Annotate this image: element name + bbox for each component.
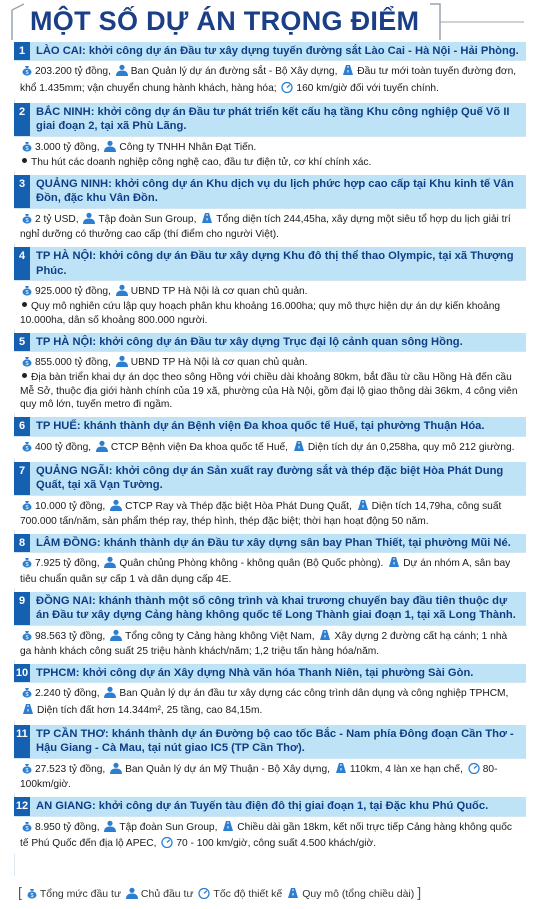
money-bag-icon <box>21 355 33 371</box>
project-item <box>14 247 526 328</box>
legend-bracket-right: ] <box>417 884 422 900</box>
investment-total: 2.240 tỷ đồng, <box>35 688 100 700</box>
project-scale: Xây dựng 2 đường cất hạ cánh; 1 nhà ga hành khách công suất 25 triệu hành khách/năm; 1,2 triệu tấn hàng hóa/năm. <box>20 630 508 657</box>
investment-total: 98.563 tỷ đồng, <box>35 630 106 642</box>
project-title: TP HÀ NỘI: khởi công dự án Đầu tư xây dựng Khu đô thị thể thao Olympic, tại xã Thượng Phúc. <box>36 250 514 277</box>
project-item <box>14 462 526 530</box>
svg-text:$: $ <box>25 767 29 774</box>
project-facts <box>20 284 520 300</box>
investor: Tập đoàn Sun Group, <box>98 213 197 225</box>
project-heading <box>14 103 526 137</box>
project-title: ĐỒNG NAI: khánh thành một số công trình và khai trương chuyến bay đầu tiên thuộc dự án Đầu tư xây dựng Cảng hàng không quốc tế Long Thành giai đoạn 1, tại xã Long Thành. <box>36 594 516 622</box>
project-facts <box>20 762 520 792</box>
project-title: TP HUẾ: khánh thành dự án Bệnh viện Đa khoa quốc tế Huế, tại phường Thuận Hóa. <box>36 420 485 433</box>
investor: Công ty TNHH Nhân Đạt Tiến. <box>119 141 257 153</box>
money-bag-icon <box>21 212 33 228</box>
investor-icon <box>109 629 123 645</box>
note-text: Thu hút các doanh nghiệp công nghệ cao, đầu tư điện tử, cơ khí chính xác. <box>31 156 372 168</box>
project-note <box>20 156 520 169</box>
project-scale: Chiều dài gần 18km, kết nối trực tiếp Cảng hàng không quốc tế Phú Quốc đến địa lộ APEC, <box>20 821 512 849</box>
project-note <box>20 371 520 411</box>
project-note <box>20 300 520 327</box>
project-heading <box>14 247 526 281</box>
scale-road-icon <box>200 212 214 228</box>
bullet-icon <box>22 373 27 378</box>
project-scale: Diện tích 14,79ha, công suất 700.000 tấn/năm, sản phẩm thép ray, thép hình, thép đặc biệt; thời hạn hoạt động 50 năm. <box>20 500 502 527</box>
project-number: 1 <box>14 42 30 60</box>
project-facts <box>20 140 520 156</box>
investor: Tập đoàn Sun Group, <box>119 821 218 833</box>
project-heading <box>14 333 526 352</box>
bullet-icon <box>22 158 27 163</box>
project-list <box>14 42 526 858</box>
scale-road-icon <box>21 703 35 719</box>
investor: CTCP Ray và Thép đặc biệt Hòa Phát Dung Quất, <box>125 500 352 512</box>
investor-icon <box>115 284 129 300</box>
investment-total: 3.000 tỷ đồng, <box>35 141 100 153</box>
project-scale: Đầu tư mới toàn tuyến đường đơn, khổ 1.435mm; vận chuyển chung hành khách, hàng hóa; <box>20 66 517 94</box>
project-number: 11 <box>14 725 30 758</box>
project-number: 12 <box>14 797 30 815</box>
scale-road-icon <box>341 64 355 80</box>
investor: Ban Quản lý dự án đường sắt - Bộ Xây dựng, <box>130 66 338 78</box>
project-details <box>14 553 526 588</box>
project-details <box>14 352 526 413</box>
investor: Quân chủng Phòng không - không quân (Bộ Quốc phòng). <box>119 558 384 570</box>
project-facts <box>20 355 520 371</box>
svg-text:$: $ <box>25 825 29 832</box>
svg-text:$: $ <box>25 562 29 569</box>
scale-road-icon <box>292 440 306 456</box>
project-details <box>14 437 526 458</box>
project-scale: Diện tích dự án 0,258ha, quy mô 212 giường. <box>307 441 515 453</box>
project-facts <box>20 440 520 456</box>
speedometer-icon <box>467 762 481 778</box>
money-bag-icon <box>21 629 33 645</box>
project-facts <box>20 629 520 659</box>
project-facts <box>20 64 520 97</box>
project-heading <box>14 592 526 626</box>
investor-icon <box>103 140 117 156</box>
design-speed: 70 - 100 km/giờ, công suất 4.500 khách/giờ. <box>176 837 377 849</box>
project-scale: Diện tích đất hơn 14.344m², 25 tầng, cao 84,15m. <box>37 704 263 716</box>
project-heading <box>14 797 526 816</box>
svg-text:$: $ <box>25 290 29 296</box>
project-facts <box>20 686 520 719</box>
svg-text:$: $ <box>25 361 29 368</box>
investment-total: 925.000 tỷ đồng, <box>35 286 111 297</box>
note-text: Quy mô nghiên cứu lập quy hoạch phân khu khoảng 16.000ha; quy mô thực hiện dự án dự kiến khoảng 10.000ha, dân số khoảng 800.000 người. <box>20 301 501 326</box>
note-text: Địa bàn triển khai dự án dọc theo sông Hồng với chiều dài khoảng 80km, bắt đầu từ cầu Hồng Hà đến cầu Mễ Sở, thuộc địa giới hành chính của 19 xã, phường của Hà Nội, gồm đại lộ giao thông dài 36km, 4 công viên quy mô lớn, tuyến metro đi ngầm. <box>20 372 518 410</box>
project-number: 10 <box>14 664 30 682</box>
legend-cost: Tổng mức đầu tư <box>39 888 121 900</box>
svg-text:$: $ <box>30 893 34 899</box>
scale-road-icon <box>356 499 370 515</box>
project-item <box>14 103 526 171</box>
project-details <box>14 817 526 855</box>
svg-text:$: $ <box>25 504 29 511</box>
project-facts <box>20 212 520 242</box>
project-facts <box>20 499 520 529</box>
investment-total: 2 tỷ USD, <box>35 213 79 225</box>
project-number: 5 <box>14 333 30 351</box>
project-details <box>14 496 526 531</box>
investor-icon <box>95 440 109 456</box>
money-bag-icon <box>21 284 33 300</box>
svg-text:$: $ <box>25 692 29 699</box>
project-scale: Tổng diện tích 244,45ha, xây dựng một siêu tổ hợp du lịch giải trí nghỉ dưỡng có thưởng cao cấp (thí điểm cho người Việt). <box>20 213 511 241</box>
project-number: 6 <box>14 417 30 435</box>
project-details <box>14 759 526 794</box>
project-heading <box>14 534 526 553</box>
investment-total: 203.200 tỷ đồng, <box>35 66 111 78</box>
project-details <box>14 61 526 99</box>
money-bag-icon <box>21 440 33 456</box>
scale-road-icon <box>221 820 235 836</box>
money-bag-icon <box>21 499 33 515</box>
investor: Tổng công ty Cảng hàng không Việt Nam, <box>125 630 315 642</box>
project-scale: Dự án nhóm A, sân bay tiêu chuẩn quân sự cấp 1 và dân dụng cấp 4E. <box>20 558 511 585</box>
svg-text:$: $ <box>25 145 29 152</box>
money-bag-icon <box>21 762 33 778</box>
money-bag-icon <box>21 140 33 156</box>
project-title: QUẢNG NINH: khởi công dự án Khu dịch vụ du lịch phức hợp cao cấp tại Khu kinh tế Vân Đồn, đặc khu Vân Đồn. <box>36 178 514 205</box>
design-speed: 80-100km/giờ. <box>20 763 498 790</box>
investor: UBND TP Hà Nội là cơ quan chủ quản. <box>130 357 308 369</box>
project-number: 4 <box>14 247 30 280</box>
legend-scale: Quy mô (tổng chiều dài) <box>302 888 415 900</box>
project-title: BẮC NINH: khởi công dự án Đầu tư phát triển kết cấu hạ tầng Khu công nghiệp Quế Võ II giai đoạn 2, tại xã Phù Lãng. <box>36 105 510 133</box>
investor-icon <box>109 499 123 515</box>
project-item <box>14 534 526 588</box>
money-bag-icon <box>21 820 33 836</box>
legend-bracket-left: [ <box>18 884 22 900</box>
investor: CTCP Bệnh viện Đa khoa quốc tế Huế, <box>110 441 288 453</box>
project-title: LÂM ĐỒNG: khánh thành dự án Đầu tư xây dựng sân bay Phan Thiết, tại phường Mũi Né. <box>36 537 511 550</box>
investment-total: 855.000 tỷ đồng, <box>35 357 111 369</box>
scale-road-icon <box>387 556 401 572</box>
project-title: TP HÀ NỘI: khởi công dự án Đầu tư xây dựng Trục đại lộ cảnh quan sông Hồng. <box>36 335 463 348</box>
svg-text:$: $ <box>25 634 29 641</box>
legend <box>18 884 518 902</box>
project-heading <box>14 664 526 683</box>
investment-total: 8.950 tỷ đồng, <box>35 821 100 833</box>
project-details <box>14 281 526 329</box>
investment-total: 10.000 tỷ đồng, <box>35 500 106 512</box>
money-bag-icon <box>21 64 33 80</box>
project-number: 9 <box>14 592 30 625</box>
project-heading <box>14 725 526 759</box>
project-heading <box>14 175 526 209</box>
investment-total: 27.523 tỷ đồng, <box>35 763 106 775</box>
project-scale: 110km, 4 làn xe hạn chế, <box>349 763 463 775</box>
project-details <box>14 626 526 661</box>
project-item <box>14 417 526 458</box>
money-bag-icon <box>21 686 33 702</box>
project-number: 7 <box>14 462 30 495</box>
project-details <box>14 209 526 244</box>
speedometer-icon <box>197 887 211 902</box>
project-item <box>14 175 526 243</box>
investor: Ban Quản lý dự án đầu tư xây dựng các công trình dân dụng và công nghiệp TPHCM, <box>119 688 509 700</box>
investor-icon <box>115 64 129 80</box>
bullet-icon <box>22 302 27 307</box>
project-facts <box>20 820 520 853</box>
investor-icon <box>82 212 96 228</box>
project-heading <box>14 42 526 61</box>
investor: Ban Quản lý dự án Mỹ Thuận - Bộ Xây dựng, <box>125 763 330 775</box>
speedometer-icon <box>280 81 294 97</box>
project-item <box>14 42 526 99</box>
legend-owner: Chủ đầu tư <box>140 888 194 900</box>
investor-icon <box>103 686 117 702</box>
investment-total: 7.925 tỷ đồng, <box>35 558 100 570</box>
project-number: 2 <box>14 103 30 136</box>
svg-text:$: $ <box>25 445 29 452</box>
investor-icon <box>125 887 139 902</box>
page-title: MỘT SỐ DỰ ÁN TRỌNG ĐIỂM <box>30 6 420 36</box>
project-details <box>14 137 526 172</box>
scale-road-icon <box>286 887 300 902</box>
project-title: TPHCM: khởi công dự án Xây dựng Nhà văn hóa Thanh Niên, tại phường Sài Gòn. <box>36 667 474 680</box>
project-item <box>14 333 526 413</box>
project-facts <box>20 556 520 586</box>
project-details <box>14 683 526 721</box>
investor-icon <box>103 820 117 836</box>
legend-speed: Tốc độ thiết kế <box>213 888 283 900</box>
design-speed: 160 km/giờ đối với tuyến chính. <box>296 82 439 94</box>
project-title: LÀO CAI: khởi công dự án Đầu tư xây dựng tuyến đường sắt Lào Cai - Hà Nội - Hải Phòng. <box>36 45 519 57</box>
investor-icon <box>109 762 123 778</box>
project-number: 8 <box>14 534 30 552</box>
svg-text:$: $ <box>25 217 29 224</box>
project-heading <box>14 462 526 496</box>
project-item <box>14 592 526 660</box>
investor-icon <box>115 355 129 371</box>
project-number: 3 <box>14 175 30 208</box>
project-item <box>14 725 526 793</box>
investment-total: 400 tỷ đồng, <box>35 441 92 453</box>
investor-icon <box>103 556 117 572</box>
money-bag-icon <box>21 556 33 572</box>
project-title: QUẢNG NGÃI: khởi công dự án Sản xuất ray đường sắt và thép đặc biệt Hòa Phát Dung Quất, tại xã Vạn Tường. <box>36 464 504 492</box>
svg-text:$: $ <box>25 70 29 77</box>
investor: UBND TP Hà Nội là cơ quan chủ quản. <box>130 286 308 297</box>
scale-road-icon <box>318 629 332 645</box>
speedometer-icon <box>160 836 174 852</box>
money-bag-icon <box>26 887 38 902</box>
scale-road-icon <box>334 762 348 778</box>
project-item <box>14 797 526 854</box>
project-title: AN GIANG: khởi công dự án Tuyến tàu điện đô thị giai đoạn 1, tại Đặc khu Phú Quốc. <box>36 800 489 813</box>
project-title: TP CẦN THƠ: khánh thành dự án Đường bộ cao tốc Bắc - Nam phía Đông đoạn Cần Thơ - Hậu Giang - Cà Mau, tại nút giao IC5 (TP Cần Thơ). <box>36 728 514 755</box>
project-heading <box>14 417 526 436</box>
project-item <box>14 664 526 721</box>
